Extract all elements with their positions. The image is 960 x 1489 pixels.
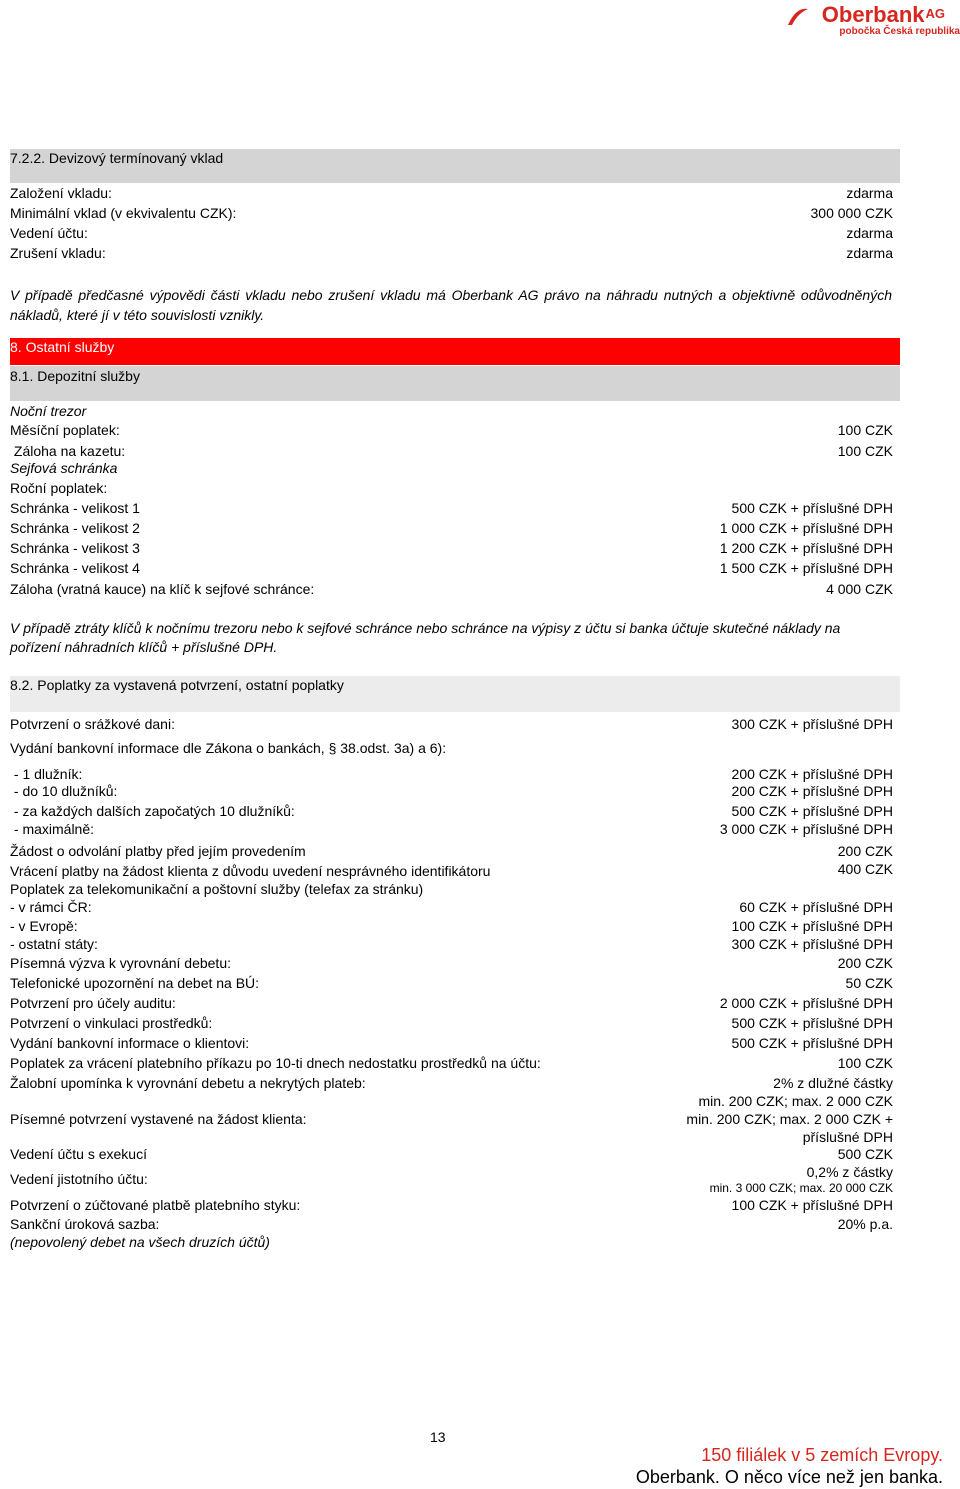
row-label: Telefonické upozornění na debet na BÚ:	[10, 975, 260, 991]
row-label: Schránka - velikost 2	[10, 520, 140, 536]
row-label: Zrušení vkladu:	[10, 245, 106, 261]
tax-confirmation-value: 300 CZK + příslušné DPH	[731, 716, 893, 732]
bank-info-label: Vydání bankovní informace dle Zákona o bankách, § 38.odst. 3a) a 6):	[10, 740, 447, 756]
written-confirmation-label: Písemné potvrzení vystavené na žádost klienta:	[10, 1111, 307, 1127]
row-value: 1 000 CZK + příslušné DPH	[719, 520, 893, 536]
written-confirmation-value-vat: příslušné DPH	[802, 1129, 893, 1145]
row-value: 1 500 CZK + příslušné DPH	[719, 560, 893, 576]
section-722-title: 7.2.2. Devizový termínovaný vklad	[10, 150, 224, 166]
row-label: Schránka - velikost 1	[10, 500, 140, 516]
row-label: - do 10 dlužníků:	[10, 783, 118, 799]
section-722-note: V případě předčasné výpovědi části vkladu nebo zrušení vkladu má Oberbank AG právo na náhradu nutných a objektivně odůvodněných nákladů, které jí v této souvislosti vznikly.	[10, 287, 892, 323]
footer-tagline: Oberbank. O něco více než jen banka.	[635, 1467, 943, 1487]
penalty-rate-note: (nepovolený debet na všech druzích účtů)	[10, 1234, 270, 1250]
penalty-rate-label: Sankční úroková sazba:	[10, 1216, 160, 1232]
row-label: Schránka - velikost 4	[10, 560, 140, 576]
telecom-label: Poplatek za telekomunikační a poštovní služby (telefax za stránku)	[10, 881, 424, 897]
row-value: 300 CZK + příslušné DPH	[731, 936, 893, 952]
cancel-payment-value: 200 CZK	[837, 843, 893, 859]
night-safe-heading: Noční trezor	[10, 403, 87, 419]
row-value: 2 000 CZK + příslušné DPH	[719, 995, 893, 1011]
section-82-title: 8.2. Poplatky za vystavená potvrzení, ostatní poplatky	[10, 677, 344, 693]
logo-wordmark: Oberbank$^{AG}$	[821, 2, 945, 27]
row-value: zdarma	[846, 185, 893, 201]
section-81-header	[10, 366, 900, 401]
logo-swoosh-icon	[786, 5, 810, 29]
row-label: - v Evropě:	[10, 918, 78, 934]
escrow-account-value: 0,2% z částky	[806, 1164, 893, 1180]
row-value: 300 000 CZK	[810, 205, 893, 221]
row-value: 3 000 CZK + příslušné DPH	[719, 821, 893, 837]
page-number: 13	[430, 1429, 446, 1445]
row-label: - v rámci ČR:	[10, 899, 92, 915]
annual-fee-label: Roční poplatek:	[10, 480, 108, 496]
execution-account-label: Vedení účtu s exekucí	[10, 1146, 147, 1162]
row-label: Potvrzení o vinkulaci prostředků:	[10, 1015, 213, 1031]
row-label: Záloha na kazetu:	[10, 443, 126, 459]
tax-confirmation-label: Potvrzení o srážkové dani:	[10, 716, 175, 732]
reminder-value-range: min. 200 CZK; max. 2 000 CZK	[698, 1093, 893, 1109]
section-81-note: V případě ztráty klíčů k nočnímu trezoru nebo k sejfové schránce nebo schránce na výpisy z účtu si banka účtuje skutečné náklady na pořízení náhradních klíčů + příslušné DPH.	[10, 620, 841, 655]
row-value: 500 CZK + příslušné DPH	[731, 500, 893, 516]
logo-subtitle: pobočka Česká republika	[839, 26, 960, 37]
row-value: 100 CZK	[837, 1055, 893, 1071]
row-value: 500 CZK + příslušné DPH	[731, 1015, 893, 1031]
row-value: 1 200 CZK + příslušné DPH	[719, 540, 893, 556]
row-value: 4 000 CZK	[826, 581, 893, 597]
row-label: Založení vkladu:	[10, 185, 112, 201]
section-8-title: 8. Ostatní služby	[10, 339, 115, 355]
row-label: Měsíční poplatek:	[10, 422, 120, 438]
row-label: Záloha (vratná kauce) na klíč k sejfové schránce:	[10, 581, 315, 597]
row-label: Vedení účtu:	[10, 225, 88, 241]
row-value: 200 CZK + příslušné DPH	[731, 766, 893, 782]
safe-box-heading: Sejfová schránka	[10, 460, 118, 476]
escrow-account-range: min. 3 000 CZK; max. 20 000 CZK	[709, 1181, 893, 1195]
row-value: 500 CZK + příslušné DPH	[731, 803, 893, 819]
row-label: Schránka - velikost 3	[10, 540, 140, 556]
settled-payment-value: 100 CZK + příslušné DPH	[731, 1197, 893, 1213]
return-payment-value: 400 CZK	[837, 861, 893, 877]
settled-payment-label: Potvrzení o zúčtované platbě platebního styku:	[10, 1197, 301, 1213]
cancel-payment-label: Žádost o odvolání platby před jejím provedením	[10, 843, 306, 859]
execution-account-value: 500 CZK	[837, 1146, 893, 1162]
reminder-label: Žalobní upomínka k vyrovnání debetu a nekrytých plateb:	[10, 1075, 366, 1091]
row-value: zdarma	[846, 245, 893, 261]
return-payment-label: Vrácení platby na žádost klienta z důvodu uvedení nesprávného identifikátoru	[10, 863, 491, 879]
row-value: 500 CZK + příslušné DPH	[731, 1035, 893, 1051]
row-label: Písemná výzva k vyrovnání debetu:	[10, 955, 231, 971]
row-value: 200 CZK	[837, 955, 893, 971]
row-value: 100 CZK	[837, 443, 893, 459]
footer-slogan: 150 filiálek v 5 zemích Evropy.	[701, 1445, 943, 1465]
row-value: 60 CZK + příslušné DPH	[739, 899, 893, 915]
row-value: zdarma	[846, 225, 893, 241]
row-label: Vydání bankovní informace o klientovi:	[10, 1035, 250, 1051]
penalty-rate-value: 20% p.a.	[837, 1216, 893, 1232]
row-value: 200 CZK + příslušné DPH	[731, 783, 893, 799]
row-label: - 1 dlužník:	[10, 766, 83, 782]
section-81-title: 8.1. Depozitní služby	[10, 368, 140, 384]
row-label: Poplatek za vrácení platebního příkazu po 10-ti dnech nedostatku prostředků na účtu:	[10, 1055, 541, 1071]
row-label: Minimální vklad (v ekvivalentu CZK):	[10, 205, 237, 221]
row-label: - ostatní státy:	[10, 936, 98, 952]
written-confirmation-value: min. 200 CZK; max. 2 000 CZK +	[686, 1111, 893, 1127]
section-8-header	[10, 338, 900, 365]
row-value: 100 CZK + příslušné DPH	[731, 918, 893, 934]
row-label: - za každých dalších započatých 10 dlužníků:	[10, 803, 295, 819]
row-label: - maximálně:	[10, 821, 95, 837]
escrow-account-label: Vedení jistotního účtu:	[10, 1171, 148, 1187]
row-value: 100 CZK	[837, 422, 893, 438]
row-value: 50 CZK	[845, 975, 893, 991]
reminder-value: 2% z dlužné částky	[773, 1075, 893, 1091]
row-label: Potvrzení pro účely auditu:	[10, 995, 176, 1011]
